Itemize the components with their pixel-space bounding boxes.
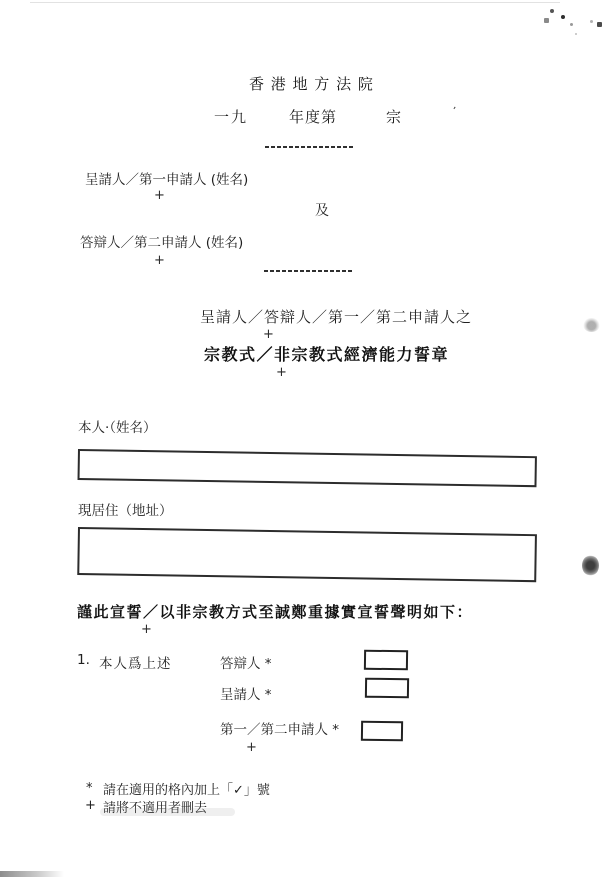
- scan-edge-line: [30, 2, 560, 3]
- punch-hole-mark-dark: [582, 555, 599, 576]
- doc-title-parties-line: 呈請人／答辯人／第一／第二申請人之: [200, 308, 473, 326]
- item-text: 本人爲上述: [99, 656, 172, 672]
- checkbox-applicant[interactable]: [361, 721, 403, 742]
- separator-line-middle: [264, 270, 352, 272]
- case-suffix: 宗: [386, 108, 402, 126]
- case-year-prefix: 一九: [214, 108, 249, 126]
- footnote-text-delete: 請將不適用者刪去: [103, 801, 208, 816]
- and-label: 及: [315, 203, 329, 219]
- scan-speck: [575, 33, 577, 35]
- respondent-label: 答辯人／第二申請人 (姓名): [80, 235, 244, 251]
- name-input-box[interactable]: [78, 449, 537, 487]
- doc-title-plus-2: +: [276, 365, 287, 380]
- declaration-heading: 謹此宣誓／以非宗教方式至誠鄭重據實宣誓聲明如下：: [77, 603, 474, 621]
- address-input-box[interactable]: [77, 527, 537, 582]
- address-label: 現居住（地址）: [78, 503, 173, 519]
- declaration-plus-marker: +: [141, 622, 152, 637]
- scan-speck: [561, 15, 565, 19]
- option-label-applicant: 第一／第二申請人 *: [220, 722, 340, 738]
- scan-speck: [597, 22, 602, 27]
- item-number: 1.: [77, 652, 90, 668]
- petitioner-label: 呈請人／第一申請人 (姓名): [85, 172, 249, 188]
- doc-title-plus-1: +: [263, 327, 274, 342]
- respondent-plus-marker: +: [154, 253, 165, 268]
- option-label-petitioner: 呈請人 *: [220, 687, 272, 703]
- case-year-middle: 年度第: [289, 108, 338, 126]
- checkbox-respondent[interactable]: [364, 650, 408, 671]
- footnote-text-check: 請在適用的格內加上「✓」號: [103, 783, 270, 798]
- scan-smudge-bottom: [100, 808, 235, 816]
- scan-speck: [544, 18, 549, 23]
- punch-hole-mark-faint: [583, 318, 600, 332]
- scan-speck: [550, 9, 554, 13]
- petitioner-plus-marker: +: [154, 188, 165, 203]
- separator-line-top: [265, 146, 353, 148]
- footnote-marker-asterisk: *: [86, 781, 93, 796]
- scan-speck: [570, 23, 573, 26]
- option-applicant-plus-marker: +: [246, 740, 257, 755]
- name-label: 本人·（姓名）: [78, 420, 157, 436]
- checkbox-petitioner[interactable]: [365, 678, 409, 699]
- court-name: 香 港 地 方 法 院: [249, 75, 374, 93]
- stray-pen-mark: ’: [450, 105, 457, 118]
- footnote-marker-plus: +: [85, 798, 96, 813]
- scan-edge-bar-bottom-left: [0, 871, 64, 877]
- doc-title: 宗教式／非宗教式經濟能力誓章: [204, 345, 450, 364]
- option-label-respondent: 答辯人 *: [220, 656, 272, 672]
- scan-speck: [590, 20, 593, 23]
